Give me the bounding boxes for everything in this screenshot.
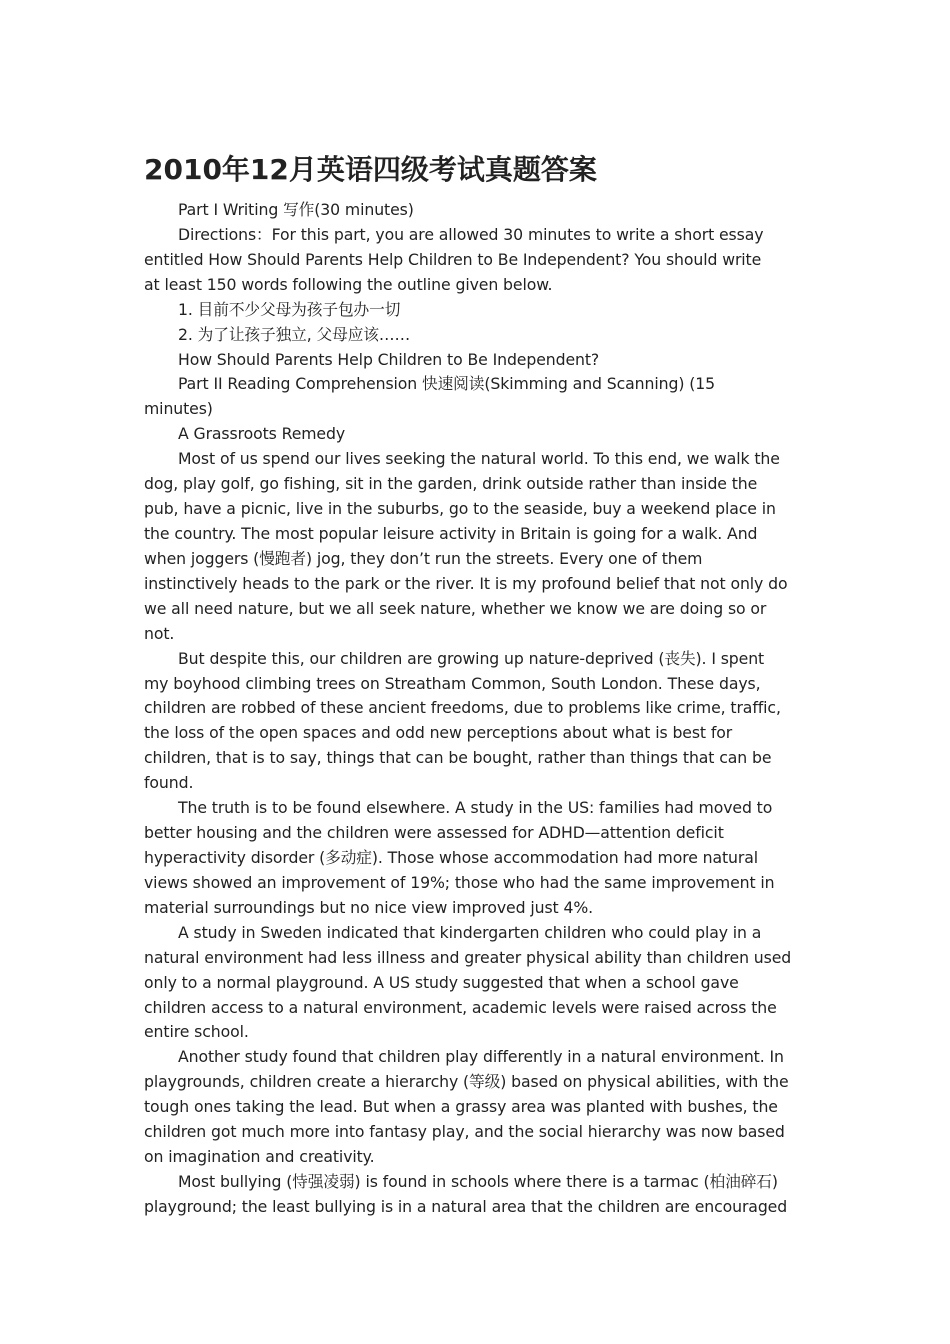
paragraph-line: natural environment had less illness and greater physical ability than children used — [144, 947, 792, 967]
passage-title: A Grassroots Remedy — [178, 424, 346, 444]
paragraph-line: Most of us spend our lives seeking the natural world. To this end, we walk the — [178, 449, 780, 469]
paragraph-line: Another study found that children play differently in a natural environment. In — [178, 1047, 784, 1067]
paragraph-line: playground; the least bullying is in a natural area that the children are encouraged — [144, 1196, 788, 1216]
paragraph-line: material surroundings but no nice view improved just 4%. — [144, 897, 594, 917]
paragraph-line: the country. The most popular leisure activity in Britain is going for a walk. And — [144, 523, 758, 543]
paragraph-line: The truth is to be found elsewhere. A study in the US: families had moved to — [178, 798, 773, 818]
directions-line: at least 150 words following the outline given below. — [144, 274, 553, 294]
paragraph-line: my boyhood climbing trees on Streatham Common, South London. These days, — [144, 673, 761, 693]
outline-item-1: 1. 目前不少父母为孩子包办一切 — [178, 299, 401, 319]
paragraph-line: But despite this, our children are growing up nature-deprived (丧失). I spent — [178, 648, 765, 668]
section-heading-writing: Part I Writing 写作(30 minutes) — [178, 200, 414, 219]
paragraph-line: instinctively heads to the park or the river. It is my profound belief that not only do — [144, 573, 788, 593]
paragraph-line: dog, play golf, go fishing, sit in the garden, drink outside rather than inside the — [144, 474, 758, 494]
directions-line: entitled How Should Parents Help Children to Be Independent? You should write — [144, 249, 762, 269]
paragraph-line: views showed an improvement of 19%; those who had the same improvement in — [144, 872, 775, 892]
paragraph-line: not. — [144, 623, 175, 643]
document-page — [144, 150, 806, 1220]
paragraph-line: found. — [144, 773, 194, 793]
paragraph-line: better housing and the children were assessed for ADHD—attention deficit — [144, 823, 724, 843]
paragraph-line: tough ones taking the lead. But when a grassy area was planted with bushes, the — [144, 1097, 778, 1117]
essay-title: How Should Parents Help Children to Be Independent? — [178, 349, 600, 369]
paragraph-line: on imagination and creativity. — [144, 1147, 375, 1167]
paragraph-line: when joggers (慢跑者) jog, they don’t run the streets. Every one of them — [144, 548, 703, 568]
paragraph-line: children, that is to say, things that can be bought, rather than things that can be — [144, 748, 772, 768]
page-title: 2010年12月英语四级考试真题答案 — [144, 153, 597, 186]
document-body — [144, 198, 806, 1220]
section-heading-reading: minutes) — [144, 399, 213, 419]
paragraph-line: children access to a natural environment, academic levels were raised across the — [144, 997, 777, 1017]
paragraph-line: A study in Sweden indicated that kindergarten children who could play in a — [178, 922, 762, 942]
paragraph-line: we all need nature, but we all seek nature, whether we know we are doing so or — [144, 598, 767, 618]
paragraph-line: playgrounds, children create a hierarchy (等级) based on physical abilities, with the — [144, 1072, 789, 1092]
paragraph-line: hyperactivity disorder (多动症). Those whose accommodation had more natural — [144, 847, 759, 867]
paragraph-line: entire school. — [144, 1022, 249, 1042]
directions-line: Directions：For this part, you are allowed 30 minutes to write a short essay — [178, 224, 764, 244]
paragraph-line: children are robbed of these ancient freedoms, due to problems like crime, traffic, — [144, 698, 781, 718]
paragraph-line: only to a normal playground. A US study suggested that when a school gave — [144, 972, 739, 992]
outline-item-2: 2. 为了让孩子独立, 父母应该…… — [178, 324, 411, 344]
paragraph-line: the loss of the open spaces and odd new perceptions about what is best for — [144, 723, 733, 743]
paragraph-line: Most bullying (恃强凌弱) is found in schools where there is a tarmac (柏油碎石) — [178, 1171, 778, 1191]
paragraph-line: pub, have a picnic, live in the suburbs, go to the seaside, buy a weekend place in — [144, 499, 776, 519]
paragraph-line: children got much more into fantasy play, and the social hierarchy was now based — [144, 1122, 785, 1142]
section-heading-reading: Part II Reading Comprehension 快速阅读(Skimming and Scanning) (15 — [178, 374, 716, 394]
